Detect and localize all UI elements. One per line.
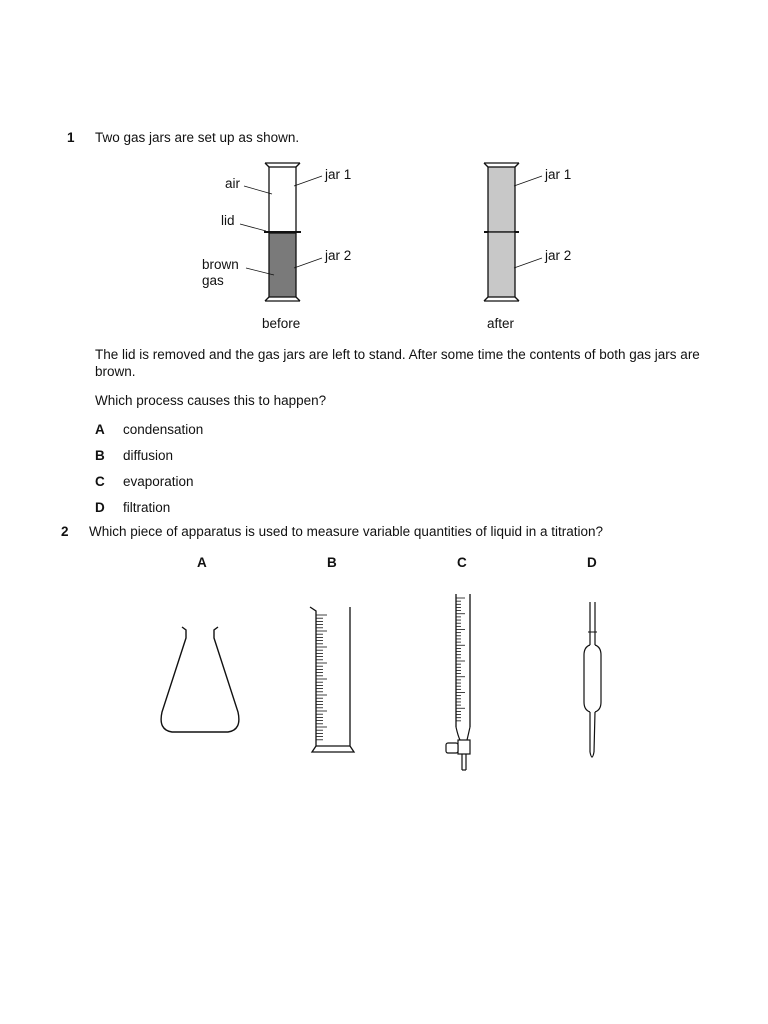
label-lid: lid	[221, 213, 235, 228]
label-before-jar-2: jar 2	[325, 248, 352, 263]
after-jar-2	[484, 232, 519, 301]
question-2-number: 2	[61, 524, 69, 539]
option-d-letter: D	[95, 500, 105, 515]
label-gas: gas	[202, 273, 224, 288]
after-jar-1	[484, 163, 519, 232]
apparatus-c-label[interactable]: C	[457, 555, 467, 570]
pipette-icon	[584, 602, 601, 757]
caption-after: after	[487, 316, 515, 331]
option-c-text[interactable]: evaporation	[123, 474, 194, 489]
before-jar-2	[265, 233, 300, 301]
option-b-letter: B	[95, 448, 105, 463]
caption-before: before	[262, 316, 301, 331]
label-before-jar-1: jar 1	[325, 167, 352, 182]
apparatus-d-label[interactable]: D	[587, 555, 597, 570]
apparatus-b-label[interactable]: B	[327, 555, 337, 570]
apparatus-a-label[interactable]: A	[197, 555, 207, 570]
option-b-text[interactable]: diffusion	[123, 448, 174, 463]
label-air: air	[225, 176, 241, 191]
option-c-letter: C	[95, 474, 105, 489]
question-1-paragraph: The lid is removed and the gas jars are left to stand. After some time the contents of both gas jars are brown.	[95, 347, 700, 379]
conical-flask-icon	[161, 627, 239, 732]
before-jar-1	[265, 163, 300, 232]
label-after-jar-1: jar 1	[545, 167, 572, 182]
label-after-jar-2: jar 2	[545, 248, 572, 263]
question-1-stem: Two gas jars are set up as shown.	[95, 130, 300, 145]
option-d-text[interactable]: filtration	[123, 500, 171, 515]
question-1-prompt: Which process causes this to happen?	[95, 393, 327, 408]
question-1-number: 1	[67, 130, 75, 145]
option-a-text[interactable]: condensation	[123, 422, 204, 437]
burette-icon	[446, 594, 470, 770]
measuring-cylinder-icon	[310, 607, 354, 752]
label-brown: brown	[202, 257, 239, 272]
option-a-letter: A	[95, 422, 105, 437]
question-2-stem: Which piece of apparatus is used to measure variable quantities of liquid in a titration?	[89, 524, 604, 539]
